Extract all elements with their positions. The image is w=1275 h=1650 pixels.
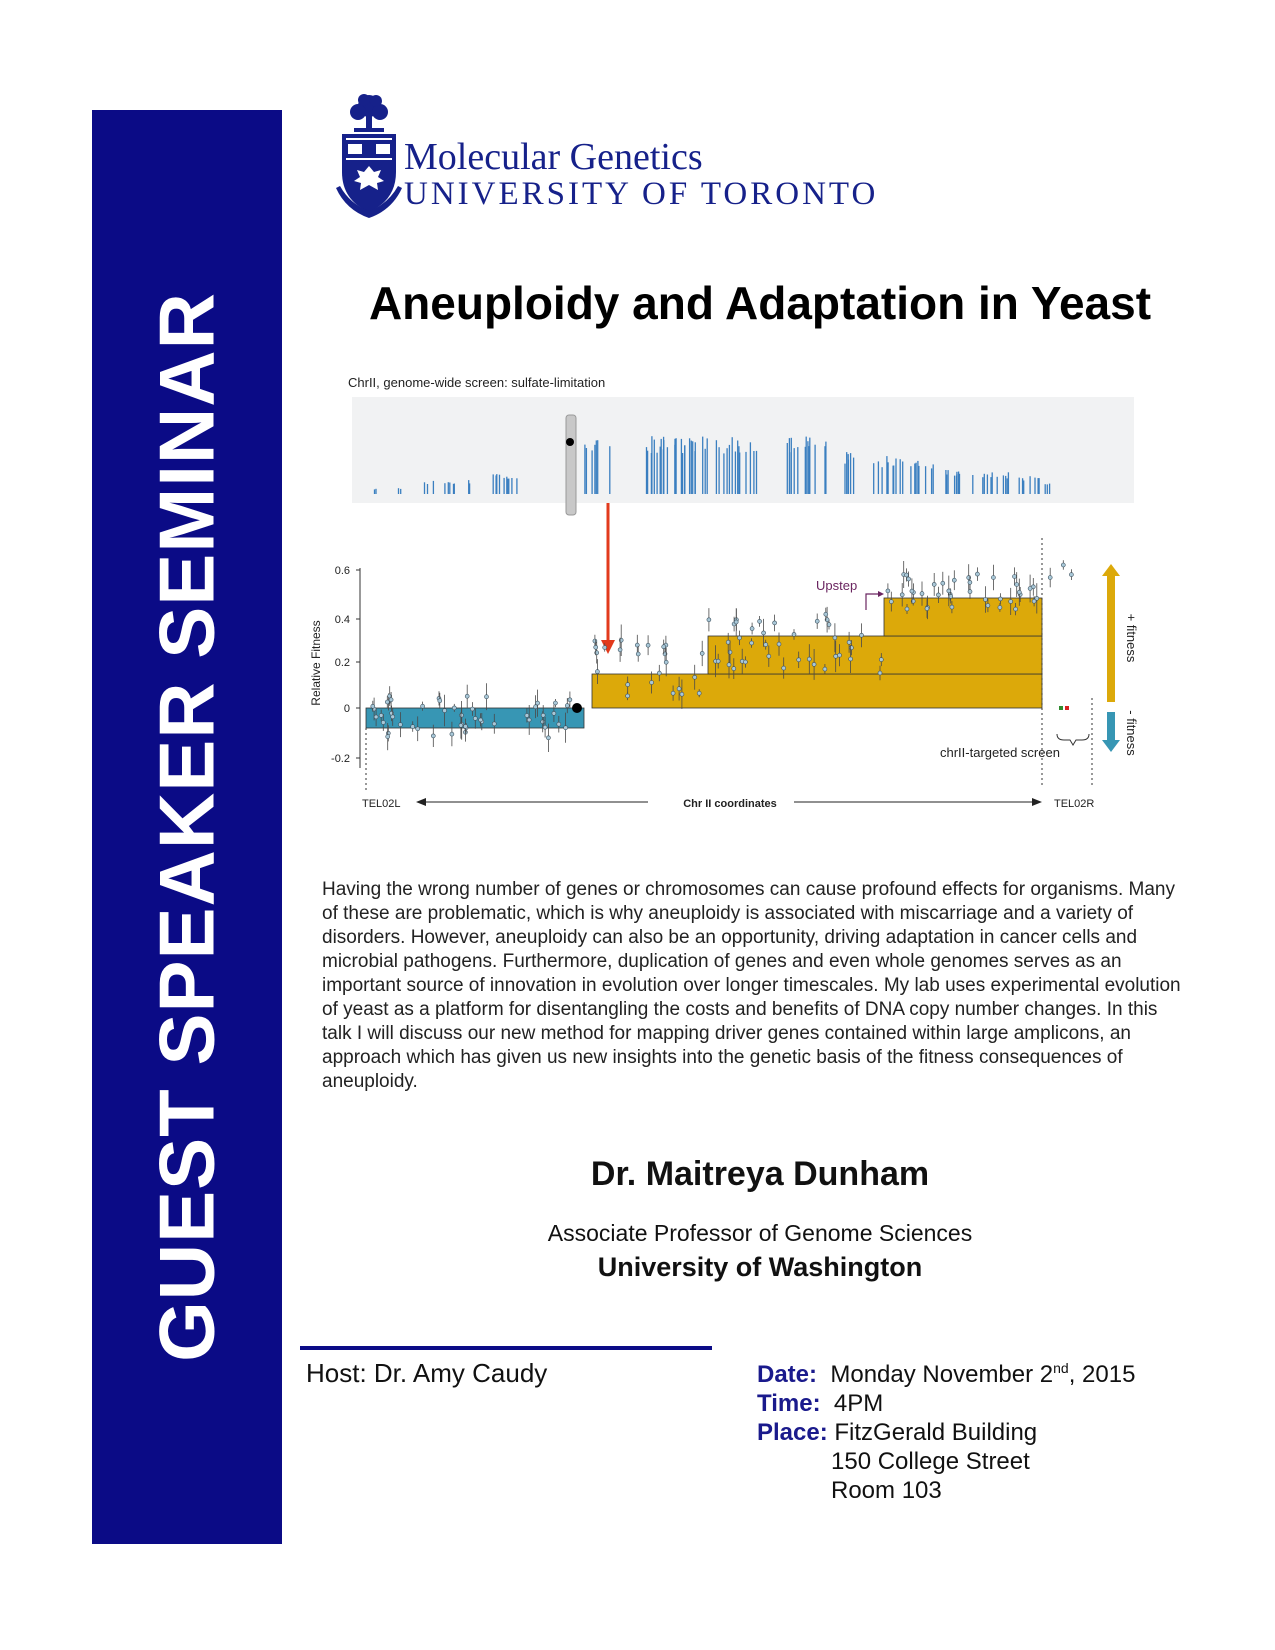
time-row <box>757 1389 1135 1418</box>
data-point <box>716 659 720 663</box>
event-details <box>757 1354 1135 1505</box>
data-point <box>879 658 883 662</box>
data-point <box>849 646 853 650</box>
data-point <box>860 633 864 637</box>
data-point <box>379 713 383 717</box>
department-name: Molecular Genetics <box>404 136 703 178</box>
date-suffix: nd <box>1053 1360 1069 1376</box>
data-point <box>807 657 811 661</box>
data-point <box>905 573 909 577</box>
data-point <box>998 597 1002 601</box>
data-point <box>727 663 731 667</box>
y-tick-label: 0.6 <box>334 565 350 577</box>
screen-marker <box>566 438 574 446</box>
data-point <box>764 643 768 647</box>
data-point <box>728 650 732 654</box>
data-point <box>389 698 393 702</box>
data-point <box>1048 576 1052 580</box>
data-point <box>411 725 415 729</box>
data-point <box>398 723 402 727</box>
data-point <box>677 687 681 691</box>
data-point <box>732 667 736 671</box>
data-point <box>1061 563 1065 567</box>
data-point <box>1017 590 1021 594</box>
data-point <box>920 592 924 596</box>
data-point <box>543 725 547 729</box>
data-point <box>541 720 545 724</box>
data-point <box>1014 607 1018 611</box>
data-point <box>773 621 777 625</box>
data-point <box>626 683 630 687</box>
place-label: Place: <box>757 1419 828 1446</box>
plus-fitness-label: + fitness <box>1124 613 1139 663</box>
y-axis-ticks <box>331 565 360 765</box>
seminar-title: Aneuploidy and Adaptation in Yeast <box>368 277 1152 329</box>
data-point <box>834 654 838 658</box>
upstep-arrow <box>866 594 880 610</box>
speaker-name: Dr. Maitreya Dunham <box>590 1155 930 1193</box>
data-point <box>936 593 940 597</box>
data-point <box>421 704 425 708</box>
data-point <box>657 671 661 675</box>
data-point <box>998 606 1002 610</box>
data-point <box>975 572 979 576</box>
speaker-institution: University of Washington <box>597 1252 923 1282</box>
data-point <box>479 718 483 722</box>
time-label: Time: <box>757 1390 821 1417</box>
data-point <box>391 715 395 719</box>
data-point <box>492 722 496 726</box>
date-year: , 2015 <box>1068 1361 1136 1388</box>
screen-title: ChrII, genome-wide screen: sulfate-limitation <box>348 375 606 390</box>
data-point <box>568 698 572 702</box>
data-point <box>792 632 796 636</box>
data-point <box>849 657 853 661</box>
data-point <box>381 721 385 725</box>
data-point <box>443 709 447 713</box>
data-point <box>1009 600 1013 604</box>
data-point <box>431 734 435 738</box>
date-row <box>757 1354 1135 1389</box>
data-point <box>1069 573 1073 577</box>
y-tick-label: 0.2 <box>334 657 350 669</box>
data-point <box>932 582 936 586</box>
data-point <box>536 701 540 705</box>
data-point <box>823 667 827 671</box>
data-point <box>812 662 816 666</box>
data-point <box>664 660 668 664</box>
place-row <box>757 1418 1135 1447</box>
tel02r-label: TEL02R <box>1054 798 1095 810</box>
data-point <box>767 654 771 658</box>
data-point <box>595 670 599 674</box>
plus-fitness-arrow <box>1107 574 1115 702</box>
place-line-1: FitzGerald Building <box>834 1419 1038 1446</box>
data-point <box>950 605 954 609</box>
data-point <box>968 590 972 594</box>
targeted-screen-label: chrII-targeted screen <box>940 745 1060 760</box>
data-point <box>910 589 914 593</box>
data-point <box>968 580 972 584</box>
data-point <box>485 695 489 699</box>
data-point <box>636 652 640 656</box>
data-point <box>758 619 762 623</box>
data-point <box>986 604 990 608</box>
data-point <box>438 699 442 703</box>
data-point <box>738 636 742 640</box>
data-point <box>541 713 545 717</box>
data-point <box>465 694 469 698</box>
data-point <box>983 598 987 602</box>
minus-fitness-label: - fitness <box>1124 710 1139 756</box>
gold-step-2 <box>708 636 1042 674</box>
data-point <box>815 619 819 623</box>
data-point <box>527 718 531 722</box>
data-point <box>1013 575 1017 579</box>
data-point <box>1032 599 1036 603</box>
university-crest-logo <box>334 92 404 227</box>
targeted-bracket <box>1057 734 1089 745</box>
data-point <box>952 578 956 582</box>
data-point <box>460 713 464 717</box>
data-point <box>473 716 477 720</box>
data-point <box>693 675 697 679</box>
host-text: Host: Dr. Amy Caudy <box>306 1358 548 1388</box>
data-point <box>646 643 650 647</box>
data-point <box>546 736 550 740</box>
y-tick-label: 0 <box>343 703 350 715</box>
data-point <box>564 726 568 730</box>
data-point <box>371 704 375 708</box>
data-point <box>1015 583 1019 587</box>
time-value: 4PM <box>833 1390 884 1417</box>
data-point <box>470 707 474 711</box>
data-point <box>552 711 556 715</box>
data-point <box>827 623 831 627</box>
data-point <box>750 641 754 645</box>
sidebar-title: GUEST SPEAKER SEMINAR <box>142 292 231 1362</box>
step-marker <box>572 703 582 713</box>
fitness-figure <box>309 375 1192 858</box>
data-point <box>464 724 468 728</box>
data-point <box>889 600 893 604</box>
data-point <box>525 714 529 718</box>
data-point <box>603 646 607 650</box>
data-point <box>878 671 882 675</box>
data-point <box>750 627 754 631</box>
data-point <box>565 704 569 708</box>
y-tick-label: 0.4 <box>334 614 350 626</box>
date-label: Date: <box>757 1361 818 1388</box>
tel02l-label: TEL02L <box>362 798 401 810</box>
data-point <box>459 723 463 727</box>
data-point <box>900 593 904 597</box>
data-point <box>797 658 801 662</box>
abstract-text: Having the wrong number of genes or chromosomes can cause profound effects for organisms. Many of these are problematic, which is why aneuploidy is associated with miscarriage and a variety of disorders. However, aneuploidy can also be an opportunity, driving adaptation in cancer cells and microbial pathogens. Furthermore, duplication of genes and even whole genomes serves as an important source of innovation in evolution over longer timescales. My lab uses experimental evolution of yeast as a platform for disentangling the costs and benefits of DNA copy number changes. In this talk I will discuss our new method for mapping driver genes contained within large amplicons, an approach which has given us new insights into the genetic basis of the fitness consequences of aneuploidy. <box>322 879 1181 1092</box>
gold-step-3 <box>884 598 1042 636</box>
screen-highlight <box>566 415 576 515</box>
y-axis-label: Relative Fitness <box>309 620 323 706</box>
place-line-3: Room 103 <box>831 1477 942 1504</box>
data-point <box>847 640 851 644</box>
data-point <box>949 594 953 598</box>
data-point <box>626 694 630 698</box>
data-point <box>700 651 704 655</box>
data-point <box>707 618 711 622</box>
data-point <box>833 636 837 640</box>
data-point <box>907 577 911 581</box>
data-point <box>618 648 622 652</box>
data-point <box>947 589 951 593</box>
data-point <box>762 631 766 635</box>
data-point <box>743 660 747 664</box>
data-point <box>450 732 454 736</box>
data-point <box>925 607 929 611</box>
data-point <box>734 620 738 624</box>
data-point <box>386 735 390 739</box>
data-point <box>452 706 456 710</box>
data-point <box>777 642 781 646</box>
data-point <box>374 715 378 719</box>
data-point <box>697 691 701 695</box>
data-point <box>782 666 786 670</box>
data-point <box>662 645 666 649</box>
data-point <box>680 692 684 696</box>
data-point <box>416 727 420 731</box>
y-tick-label: -0.2 <box>331 753 350 765</box>
data-point <box>941 581 945 585</box>
data-point <box>650 681 654 685</box>
place-line-2: 150 College Street <box>831 1448 1030 1475</box>
data-point <box>824 612 828 616</box>
host-divider <box>300 1346 712 1350</box>
data-point <box>553 701 557 705</box>
data-point <box>886 589 890 593</box>
upstep-label: Upstep <box>816 578 858 593</box>
date-value: Monday November 2 <box>830 1361 1054 1388</box>
data-point <box>594 645 598 649</box>
university-name: UNIVERSITY OF TORONTO <box>404 176 879 212</box>
data-point <box>385 700 389 704</box>
data-point <box>595 651 599 655</box>
data-point <box>671 691 675 695</box>
data-point <box>557 722 561 726</box>
data-point <box>905 607 909 611</box>
minus-fitness-arrow <box>1107 712 1115 742</box>
chr-coordinates-label: Chr II coordinates <box>683 798 777 810</box>
data-point <box>991 576 995 580</box>
data-point <box>1028 587 1032 591</box>
speaker-position: Associate Professor of Genome Sciences <box>547 1220 973 1246</box>
data-point <box>635 643 639 647</box>
data-point <box>838 653 842 657</box>
